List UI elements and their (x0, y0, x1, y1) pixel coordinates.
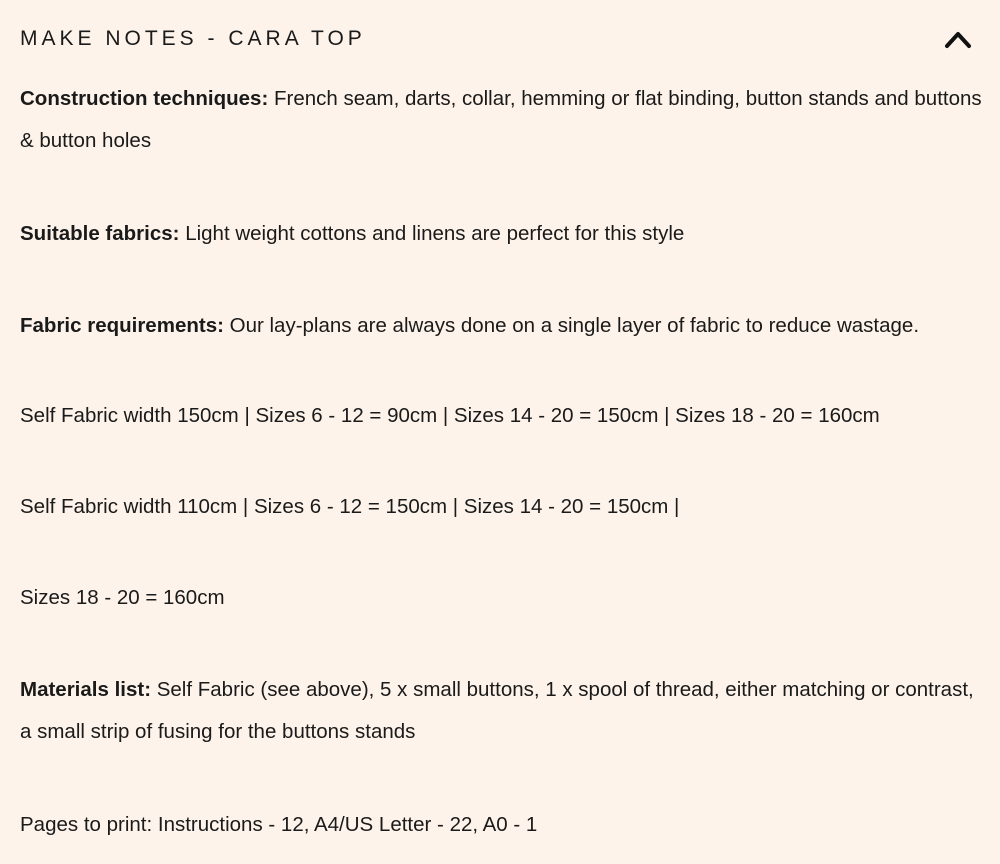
chevron-up-icon[interactable] (944, 28, 972, 50)
materials-text: Self Fabric (see above), 5 x small buttons, 1 x spool of thread, either matching or contrast, a small strip of fusing for the buttons stands (20, 678, 974, 743)
fabrics-text: Light weight cottons and linens are perfect for this style (179, 222, 685, 245)
accordion-header[interactable] (0, 0, 1000, 78)
fabric-width-150: Self Fabric width 150cm | Sizes 6 - 12 = 90cm | Sizes 14 - 20 = 150cm | Sizes 18 - 20 = 160cm (20, 404, 880, 427)
requirements-label: Fabric requirements: (20, 314, 224, 337)
materials-list (20, 669, 990, 753)
fabrics-label: Suitable fabrics: (20, 222, 180, 245)
construction-techniques (20, 78, 990, 162)
fabric-requirements (20, 305, 990, 347)
accordion-title: MAKE NOTES - CARA TOP (20, 27, 366, 50)
requirements-text: Our lay-plans are always done on a single layer of fabric to reduce wastage. (223, 314, 920, 337)
construction-label: Construction techniques: (20, 87, 269, 110)
fabric-width-110-continued: Sizes 18 - 20 = 160cm (20, 586, 225, 609)
pages-to-print: Pages to print: Instructions - 12, A4/US Letter - 22, A0 - 1 (20, 813, 538, 836)
fabric-width-110: Self Fabric width 110cm | Sizes 6 - 12 = 150cm | Sizes 14 - 20 = 150cm | (20, 495, 680, 518)
suitable-fabrics (20, 213, 990, 255)
construction-text: French seam, darts, collar, hemming or flat binding, button stands and buttons & button holes (20, 87, 982, 152)
materials-label: Materials list: (20, 678, 152, 701)
